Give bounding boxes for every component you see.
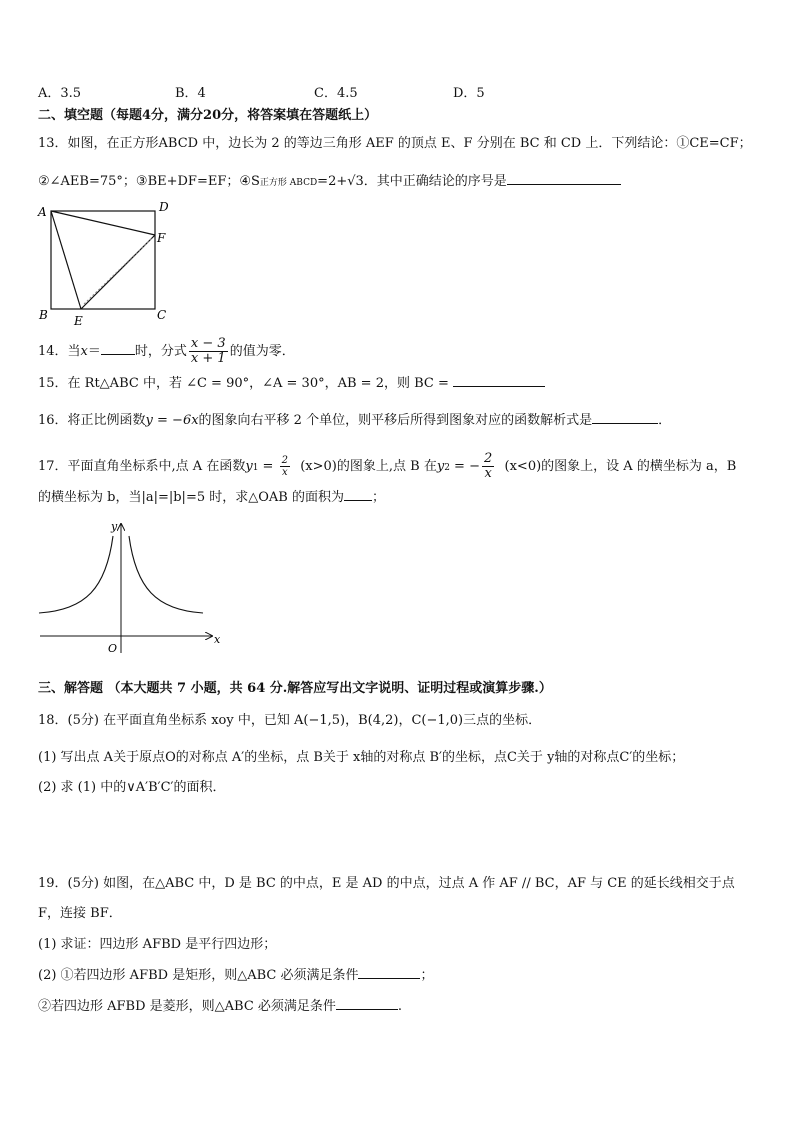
segment-af: [51, 211, 155, 235]
q17-fraction-1: [280, 455, 290, 478]
q17-text-line2: 的横坐标为 b，当|a|=|b|=5 时，求△OAB 的面积为: [38, 490, 344, 505]
q19-text-5: ②若四边形 AFBD 是菱形，则△ABC 必须满足条件: [38, 999, 336, 1014]
q13-text-b: =2+: [317, 174, 348, 189]
q17-fraction-2: [482, 452, 494, 481]
option-b: B．4: [175, 86, 206, 101]
q19-text-4: (2) ①若四边形 AFBD 是矩形，则△ABC 必须满足条件: [38, 968, 359, 983]
q17-answer-blank[interactable]: [344, 488, 372, 501]
segment-ef: [81, 235, 155, 309]
section-3-title: 三、解答题 （本大题共 7 小题，共 64 分.解答应写出文字说明、证明过程或演算步骤.）: [38, 681, 552, 696]
q16-answer-blank[interactable]: [592, 411, 658, 424]
q17-text-c: (x<0)的图象上，设 A 的横坐标为 a，B: [504, 459, 737, 474]
q14-suffix: 的值为零．: [229, 344, 295, 359]
q15-text: 15．在 Rt△ABC 中，若 ∠C = 90°，∠A = 30°，AB = 2，则 BC =: [38, 376, 449, 391]
q17-f2-den: x: [484, 466, 492, 481]
segment-ae: [51, 211, 81, 309]
q17-y1-sub: 1: [252, 463, 259, 473]
option-a: A．3.5: [38, 86, 82, 101]
q16-end: ．: [658, 413, 672, 428]
q13-square-figure: [34, 198, 174, 328]
q16-line: [38, 411, 671, 430]
q17-y1: y: [245, 459, 253, 474]
q14-prefix: 14．当: [38, 344, 81, 359]
q14-denominator: x + 1: [190, 351, 226, 366]
q17-f1-den: x: [281, 467, 288, 478]
q17-y2-sub: 2: [444, 463, 450, 473]
option-d: D．5: [453, 86, 485, 101]
q16-text-b: 的图象向右平移 2 个单位，则平移后所得到图象对应的函数解析式是: [198, 413, 593, 428]
q17-eq1: =: [258, 459, 278, 474]
label-b: B: [39, 308, 48, 322]
segment-ef-shade: [84, 238, 152, 304]
q17-hyperbola-graph: [36, 518, 226, 658]
q16-function: y = −6x: [145, 413, 199, 428]
q19-line2: F，连接 BF．: [38, 906, 122, 921]
left-branch-curve: [39, 536, 113, 613]
label-c: C: [157, 308, 167, 322]
q13-text-c: ．其中正确结论的序号是: [363, 174, 507, 189]
q14-answer-blank[interactable]: [101, 342, 135, 355]
q14-var: x: [80, 344, 88, 359]
label-e: E: [74, 314, 83, 328]
q19-line1: 19．(5分) 如图，在△ABC 中，D 是 BC 的中点，E 是 AD 的中点，过点 A 作 AF // BC，AF 与 CE 的延长线相交于点: [38, 876, 735, 891]
q19-line4: [38, 966, 433, 985]
q17-f2-num: 2: [483, 451, 493, 466]
q17-f1-num: 2: [281, 455, 288, 466]
q19-end-5: .: [397, 999, 403, 1014]
q15-answer-blank[interactable]: [453, 374, 545, 387]
q18-line1: 18．(5分) 在平面直角坐标系 xoy 中，已知 A(−1,5)，B(4,2)，C(−1,0)三点的坐标．: [38, 713, 542, 728]
q14-fraction: [189, 337, 228, 366]
q19-line5: [38, 997, 402, 1016]
q15-line: [38, 374, 545, 393]
origin-label: O: [108, 642, 118, 655]
q13-subscript: 正方形 ABCD: [259, 178, 318, 188]
y-axis-label: y: [111, 520, 118, 533]
q13-answer-blank[interactable]: [507, 172, 621, 185]
q13-line2: [38, 172, 621, 192]
q19-answer-blank-1[interactable]: [358, 966, 420, 979]
q14-numerator: x − 3: [190, 336, 226, 351]
q17-text-a: 17．平面直角坐标系中,点 A 在函数: [38, 459, 246, 474]
label-a: A: [38, 205, 47, 219]
q13-line1: 13．如图，在正方形ABCD 中，边长为 2 的等边三角形 AEF 的顶点 E、F 分别在 BC 和 CD 上．下列结论：①CE=CF；: [38, 136, 752, 151]
q19-end-4: ；: [420, 968, 434, 983]
q17-end: ；: [371, 490, 385, 505]
q18-line2: (1) 写出点 A关于原点O的对称点 A′的坐标，点 B关于 x轴的对称点 B′的坐标，点C关于 y轴的对称点C′的坐标；: [38, 750, 685, 765]
q17-text-b: (x>0)的图象上,点 B 在: [300, 459, 437, 474]
q17-line1: [38, 452, 736, 481]
section-2-title: 二、填空题（每题4分，满分20分，将答案填在答题纸上）: [38, 108, 378, 123]
option-c: C．4.5: [314, 86, 358, 101]
q19-answer-blank-2[interactable]: [336, 997, 398, 1010]
q14-eq: ＝: [87, 344, 101, 359]
q18-line3: (2) 求 (1) 中的∨A′B′C′的面积．: [38, 780, 226, 795]
q14-line: [38, 337, 295, 366]
q13-sqrt: √3: [347, 174, 364, 189]
q16-text-a: 16．将正比例函数: [38, 413, 146, 428]
label-f: F: [157, 231, 166, 245]
label-d: D: [159, 200, 169, 214]
x-axis-label: x: [214, 633, 221, 646]
q13-text-a: ②∠AEB=75°；③BE+DF=EF；④S: [38, 174, 260, 189]
right-branch-curve: [129, 536, 203, 613]
q17-eq2: = −: [449, 459, 480, 474]
q19-line3: (1) 求证：四边形 AFBD 是平行四边形；: [38, 937, 277, 952]
q17-line2: [38, 488, 385, 507]
q14-mid: 时，分式: [134, 344, 187, 359]
q17-y2: y: [436, 459, 445, 474]
